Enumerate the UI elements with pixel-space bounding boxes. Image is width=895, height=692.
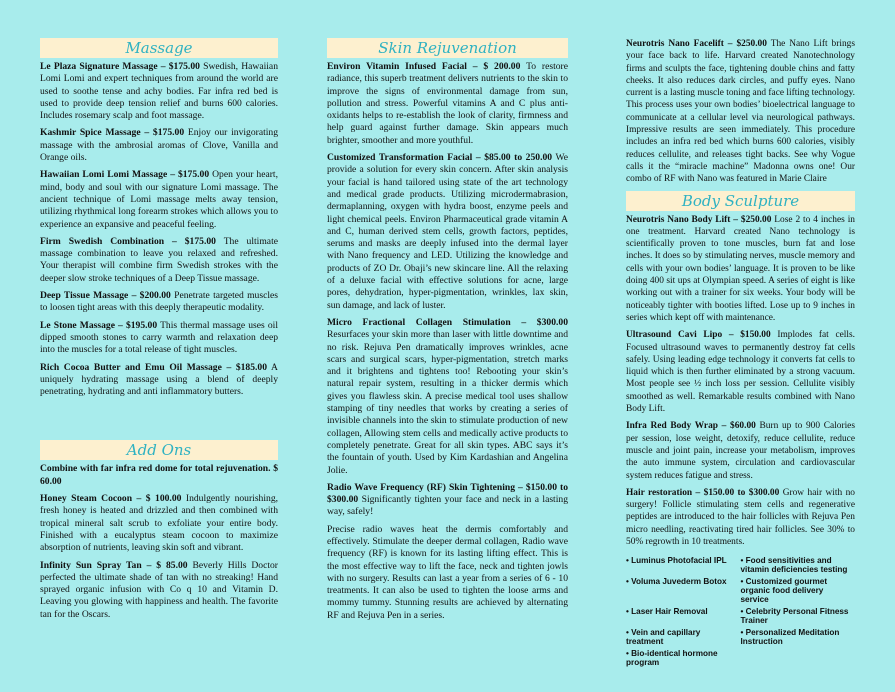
skin-header: Skin Rejuvenation [327, 38, 568, 58]
massage-item: Deep Tissue Massage – $200.00 Penetrate targeted muscles to loosen tight areas with this deeply therapeutic modality. [40, 290, 278, 314]
right-column [626, 38, 855, 670]
massage-header: Massage [40, 38, 278, 58]
massage-item: Firm Swedish Combination – $175.00 The ultimate massage combination to leave you relaxed and refreshed. Your therapist will combine firm Swedish strokes with the deeper slow stroke techniques of a Deep Tissue massage. [40, 235, 278, 284]
left-column [40, 38, 278, 626]
service-item: • Food sensitivities and vitamin deficiencies testing [740, 556, 848, 575]
middle-column [327, 38, 568, 627]
skin-item: Customized Transformation Facial – $85.00 to 250.00 We provide a solution for every skin concern. After skin analysis your facial is hand tailored using state of the art technology and medical grade products. Utilizing microdermabrasion, dermaplanning, oxygen with hydra boost, enzyme peels and light chemical peels. Environ Pharmaceutical grade vitamin A and C, human derived stem cells, growth factors, peptides, serums and masks are deeply infused into the dermal layer with Nano frequency and LED. Utilizing the knowledge and products of ZO Dr. Obaji’s new skincare line. All the relaxing of a deluxe facial with effective solutions for acne, large pores, dehydration, hyper-pigmentation, wrinkles, lax skin, sun damage, and lack of luster. [327, 152, 568, 311]
service-item: • Bio-identical hormone program [626, 649, 718, 668]
massage-item: Le Plaza Signature Massage – $175.00 Swedish, Hawaiian Lomi Lomi and expert techniques from around the world are used to soothe tense and achy bodies. Far infra red bed is used to provide deep tension relief and burns 600 calories. Includes rosemary scalp and foot massage. [40, 61, 278, 122]
addons-header: Add Ons [40, 440, 278, 460]
addon-item: Infinity Sun Spray Tan – $ 85.00 Beverly Hills Doctor perfected the ultimate shade of tan with no streaking! Hand sprayed organic infusion with Co q 10 and Vitamin D. Leaving you glowing with happiness and health. The favorite tan for the Oscars. [40, 559, 278, 620]
addon-item: Honey Steam Cocoon – $ 100.00 Indulgently nourishing, fresh honey is heated and drizzled and then combined with tropical mineral salt scrub to exfoliate your entire body. Finished with a eucalyptus steam cocoon to maximize absorption of nutrients, leaving skin soft and vibrant. [40, 493, 279, 554]
service-item: • Luminus Photofacial IPL [626, 556, 727, 566]
service-item: • Celebrity Personal Fitness Trainer [740, 607, 849, 626]
addon-item: Combine with far infra red dome for total rejuvenation. $ 60.00 [40, 463, 278, 487]
body-item: Infra Red Body Wrap – $60.00 Burn up to 900 Calories per session, lose weight, detoxify, reduce cellulite, reduce muscle and joint pain, increase your metabolism, improves the auto immune system, circulation and cardiovascular system reduces fatigue and stress. [626, 421, 855, 481]
skin-item: Radio Wave Frequency (RF) Skin Tightening – $150.00 to $300.00 Significantly tighten your face and neck in a lasting way, safely! [327, 481, 568, 518]
service-item: • Laser Hair Removal [626, 607, 708, 617]
services-list [626, 556, 855, 670]
service-item: • Voluma Juvederm Botox [626, 577, 727, 587]
massage-item: Hawaiian Lomi Lomi Massage – $175.00 Open your heart, mind, body and soul with our signature Lomi massage. The ancient technique of Lomi massage melts away tension, utilizing rhythmical long forearm strokes which allows you to experience an expansive and peaceful feeling. [40, 169, 279, 230]
service-item [741, 649, 856, 667]
body-item: Ultrasound Cavi Lipo – $150.00 Implodes fat cells. Focused ultrasound waves to permanently destroy fat cells safely. Using leading edge technology it converts fat cells to liquid which is then further eliminated by a strong vacuum. Most people see ½ inch loss per session. Cellulite visibly smoothed as well. Remarkable results combined with Nano Body Lift. [626, 330, 855, 415]
massage-item: Kashmir Spice Massage – $175.00 Enjoy our invigorating massage with the ambrosial aromas of Clove, Vanilla and Orange oils. [40, 127, 279, 164]
body-item: Neurotris Nano Body Lift – $250.00 Lose 2 to 4 inches in one treatment. Harvard created Nano technology is scientifically proven to tone muscles, burn fat and lose inches. It does so by stimulating nerves, muscle memory and cells with your own bodies’ language. It is proven to be like doing 400 sit ups at Olympian speed. A series of eight is like working out with a trainer for six weeks. Your body will be noticeably tighter with booties lifted. Lose up to 9 inches in series which kept off with maintenance. [626, 214, 855, 323]
skin-item: Micro Fractional Collagen Stimulation – $300.00 Resurfaces your skin more than laser with little downtime and no risk. Rejuva Pen dramatically improves wrinkles, acne scars and surgical scars, hyper-pigmentation, stretch marks and it brightens and tightens too! Rebooting your skin’s natural repair system, resulting in a thicker dermis which gives you flawless skin. A precise medical tool uses shallow stamping of tiny needles that works by creating a series of invisible channels into the skin to stimulate production of new collagen, Allowing stem cells and medically active products to completely penetrate. Great for all skin types. ABC says it’s the fountain of youth. Used by Kim Kardashian and Angelina Jolie. [327, 316, 568, 476]
nano-facelift-item: Neurotris Nano Facelift – $250.00 The Nano Lift brings your face back to life. Harvard created Nanotechnology firms and sculpts the face, tightening double chins and fatty cheeks. It also reduces dark circles, and puffy eyes. Nano current is a lasting muscle toning and face lifting technology. This process uses your own bodies’ bioelectrical language to communicate at a cellular level via neurological pathways. Impressive results are seen immediately. This procedure includes an infra red bed which burns 600 calories, visibly reduces cellulite, and releases tight backs. See why Vogue calls it the “miracle machine” Madonna owns one! Our combo of RF with Nano was featured in Marie Claire [626, 39, 856, 185]
massage-item: Le Stone Massage – $195.00 This thermal massage uses oil dipped smooth stones to carry warmth and relaxation deep into the muscles for a total release of tight muscles. [40, 319, 278, 356]
service-item: • Vein and capillary treatment [626, 628, 701, 647]
skin-item: Environ Vitamin Infused Facial – $ 200.00 To restore radiance, this superb treatment delivers nutrients to the skin to improve the signs of environmental damage from sun, pollution and stress. Powerful vitamins A and C plus anti-oxidants helps to re-establish the look of clarity, firmness and help guard against further damage. Skin appears much brighter, smoother and more youthful. [327, 61, 568, 146]
body-header: Body Sculpture [626, 191, 855, 211]
service-item: • Customized gourmet organic food delivery service [740, 577, 828, 605]
massage-item: Rich Cocoa Butter and Emu Oil Massage – $185.00 A uniquely hydrating massage using a blend of deeply penetrating, hydrating and anti inflammatory butters. [40, 361, 278, 398]
service-item: • Personalized Meditation Instruction [740, 628, 840, 647]
body-item: Hair restoration – $150.00 to $300.00 Grow hair with no surgery! Follicle stimulating stem cells and regenerative peptides are introduced to the hair follicles with Rejuva Pen micro needling, reactivating tired hair follicles. See 30% to 50% regrowth in 10 treatments. [626, 487, 855, 547]
skin-item: Precise radio waves heat the dermis comfortably and effectively. Stimulate the deeper dermal collagen, Radio wave frequency (RF) is known for its lasting lifting effect. This is the most effective way to lift the face, neck and tighten jowls with no surgery. Results can last a year from a series of 6 - 10 treatments. It can also be used to tighten the loose arms and mommy tummy. Stunning results are achieved by alternating RF and Rejuva Pen in a series. [327, 523, 568, 621]
